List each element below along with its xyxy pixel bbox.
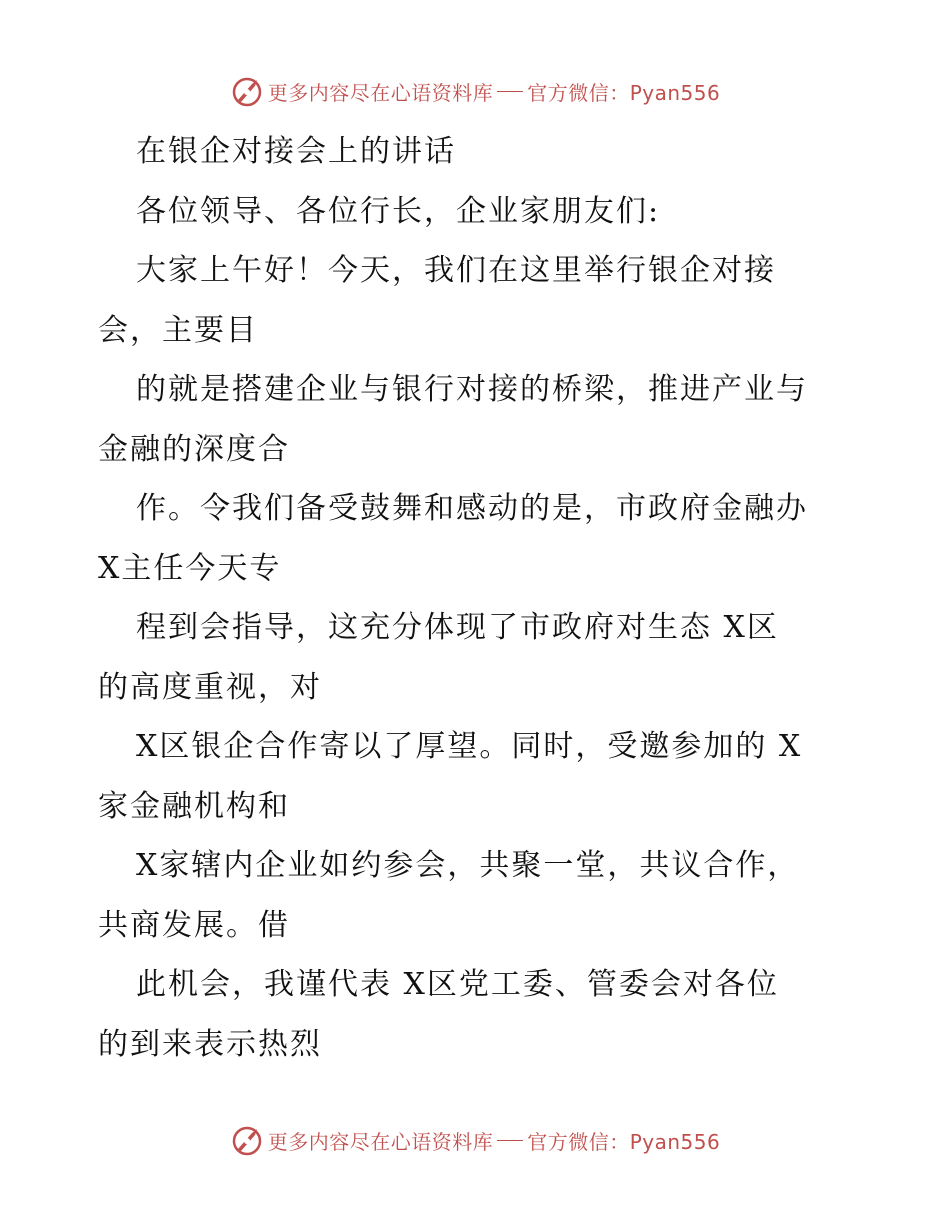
document-title: 在银企对接会上的讲话: [136, 134, 456, 169]
body-text-line: 的到来表示热烈: [98, 1026, 322, 1062]
header-watermark: [0, 71, 950, 111]
footer-watermark: [0, 1120, 950, 1160]
watermark-contact: 官方微信：Pyan556: [527, 1129, 721, 1154]
body-text-line: 共商发展。借: [98, 907, 290, 943]
watermark-dash: [497, 91, 523, 92]
body-text-line: 作。令我们备受鼓舞和感动的是，市政府金融办: [136, 491, 808, 526]
body-text-line: 程到会指导，这充分体现了市政府对生态 X区: [136, 610, 779, 645]
pen-logo-icon: [230, 1123, 264, 1157]
body-text-line: 的高度重视，对: [98, 669, 322, 705]
pen-logo-icon: [230, 74, 264, 108]
watermark-dash: [497, 1140, 523, 1141]
body-text-line: 的就是搭建企业与银行对接的桥梁，推进产业与: [136, 372, 808, 407]
watermark-text: 更多内容尽在心语资料库: [267, 80, 494, 105]
body-text-line: 家金融机构和: [98, 788, 290, 824]
body-text-line: X家辖内企业如约参会，共聚一堂，共议合作，: [136, 848, 800, 883]
watermark-contact: 官方微信：Pyan556: [527, 80, 721, 105]
watermark-text: 更多内容尽在心语资料库: [267, 1129, 494, 1154]
body-text-line: 大家上午好！今天，我们在这里举行银企对接: [136, 253, 776, 288]
body-text-line: 此机会，我谨代表 X区党工委、管委会对各位: [136, 967, 779, 1002]
document-body: [98, 122, 858, 1074]
body-text-line: X区银企合作寄以了厚望。同时，受邀参加的 X: [136, 729, 803, 764]
body-text-line: 金融的深度合: [98, 431, 290, 467]
body-text-line: 各位领导、各位行长，企业家朋友们:: [136, 193, 661, 229]
body-text-line: X主任今天专: [98, 550, 282, 586]
body-text-line: 会，主要目: [98, 312, 258, 348]
